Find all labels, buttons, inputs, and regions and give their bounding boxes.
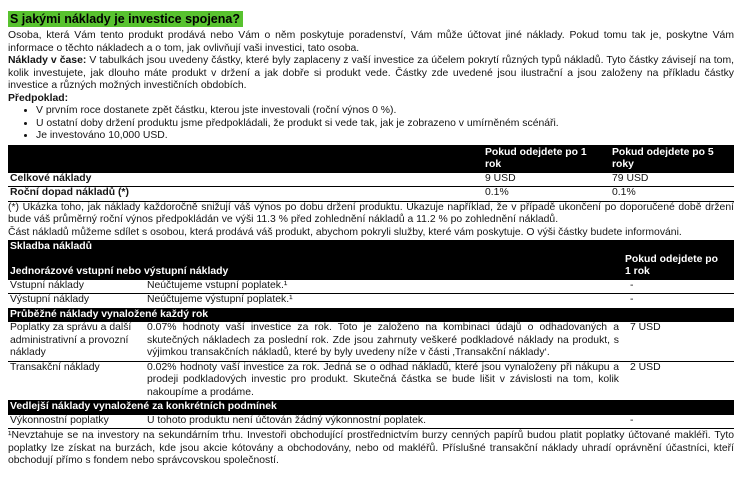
row-description: 0.02% hodnoty vaší investice za rok. Jedná se o odhad nákladů, které jsou vynaloženy při nákupu a prodeji podkladových investic pro produkt. Skutečná částka se bude lišit v závislosti na tom, kolik nakoupíme a prodáme. [147, 361, 619, 398]
row-label: Transakční náklady [10, 361, 100, 373]
cell-value: 9 USD [485, 172, 516, 184]
costs-in-time-label: Náklady v čase: [8, 55, 87, 66]
table-row [8, 173, 734, 188]
composition-table-header [8, 240, 734, 280]
row-label: Roční dopad nákladů (*) [10, 187, 129, 198]
composition-table-title: Skladba nákladů [10, 241, 92, 252]
assumption-label: Předpoklad: [8, 92, 69, 104]
assumption-list [8, 105, 734, 143]
table-row [8, 294, 734, 309]
section-header-incidental: Vedlejší náklady vynaložené za konkrétních podmínek [8, 401, 734, 415]
costs-over-time-table-header [8, 145, 734, 173]
table-row [8, 280, 734, 295]
cell-value: 2 USD [630, 361, 661, 373]
composition-header-subrow [10, 254, 732, 279]
column-header-exit-1-year: Pokud odejdete po 1 rok [485, 146, 587, 170]
cell-value: 79 USD [612, 172, 649, 184]
cell-value: 7 USD [630, 322, 661, 333]
list-item: • V prvním roce dostanete zpět částku, kterou jste investovali (roční výnos 0 %). [36, 105, 734, 118]
composition-of-costs-table [8, 240, 734, 429]
header-spacer [8, 147, 483, 172]
table-row [8, 362, 734, 402]
row-label: Poplatky za správu a další administrativní a provozní náklady [10, 322, 132, 358]
list-item: • U ostatní doby držení produktu jsme předpokládali, že produkt si vede tak, jak je zobrazeno v umírněném scénáři. [36, 118, 734, 131]
cell-value: - [630, 279, 634, 291]
row-description: 0.07% hodnoty vaší investice za rok. Toto je založeno na kombinaci údajů o odhadovaných a skutečných nákladech za poslední rok. Zde jsou zahrnuty veškeré podkladové náklady na produkt, s výjimkou transakčních nákladů, které by byly uvedeny níže v části ‚Transakční náklady‘. [147, 322, 619, 358]
star-footnote: (*) Ukázka toho, jak náklady každoročně snižují váš výnos po dobu držení produktu. Ukazuje například, že v případě ukončení po doporučené době držení bude váš průměrný roční výnos předpokládán ve výši 11.3 % před zohlednění nákladů a 11.2 % po zohlednění nákladů. [8, 201, 734, 225]
table-row [8, 187, 734, 202]
row-description: Neúčtujeme vstupní poplatek.¹ [147, 279, 288, 291]
cell-value: 0.1% [485, 187, 509, 198]
column-header-exit-1-year: Pokud odejdete po 1 rok [625, 253, 718, 277]
list-item: • Je investováno 10,000 USD. [36, 130, 734, 143]
costs-over-time-table [8, 145, 734, 202]
cost-sharing-paragraph: Část nákladů můžeme sdílet s osobou, která prodává váš produkt, abychom pokryli služby, které vám poskytuje. O výši částky budete informováni. [8, 226, 682, 238]
costs-in-time-text: V tabulkách jsou uvedeny částky, které byly zaplaceny z vaší investice za účelem pokrytí různých typů nákladů. Tyto částky závisejí na tom, kolik investujete, jak dlouho máte produkt v držení a jak dobře si produkt vede. Částky zde uvedené jsou ilustrační a jsou založeny na příkladu částky investice a různých možných investičních obdobích. [8, 55, 735, 91]
row-label: Výstupní náklady [10, 294, 90, 305]
row-label: Celkové náklady [10, 172, 92, 184]
table-row [8, 415, 734, 430]
section-title: S jakými náklady je investice spojena? [8, 11, 243, 27]
cell-value: 0.1% [612, 187, 636, 198]
row-label: Vstupní náklady [10, 279, 84, 291]
costs-in-time-paragraph [8, 55, 734, 93]
table-row [8, 322, 734, 362]
intro-paragraph: Osoba, která Vám tento produkt prodává nebo Vám o něm poskytuje poradenství, Vám může účtovat jiné náklady. Pokud tomu tak je, poskytne Vám informace o těchto nákladech a o tom, jak ovlivňují vaši investici, tato osoba. [8, 30, 734, 54]
row-description: U tohoto produktu není účtován žádný výkonnostní poplatek. [147, 414, 426, 426]
cell-value: - [630, 294, 634, 305]
section-header-one-off: Jednorázové vstupní nebo výstupní náklady [10, 266, 229, 277]
row-label: Výkonnostní poplatky [10, 414, 109, 426]
cell-value: - [630, 414, 634, 426]
row-description: Neúčtujeme výstupní poplatek.¹ [147, 294, 293, 305]
column-header-exit-5-years: Pokud odejdete po 5 roky [612, 146, 714, 170]
secondary-market-footnote: ¹Nevztahuje se na investory na sekundárním trhu. Investoři obchodující prostřednictvím burzy cenných papírů budou platit poplatky účtované makléři. Tyto poplatky lze získat na burzách, kde jsou akcie kótovány a obchodovány, nebo od makléřů. Příslušné transakční náklady uhradí oprávnění účastníci, kteří obchodují přímo s fondem nebo správcovskou společností. [8, 430, 734, 466]
section-header-ongoing: Průběžné náklady vynaložené každý rok [8, 309, 734, 323]
